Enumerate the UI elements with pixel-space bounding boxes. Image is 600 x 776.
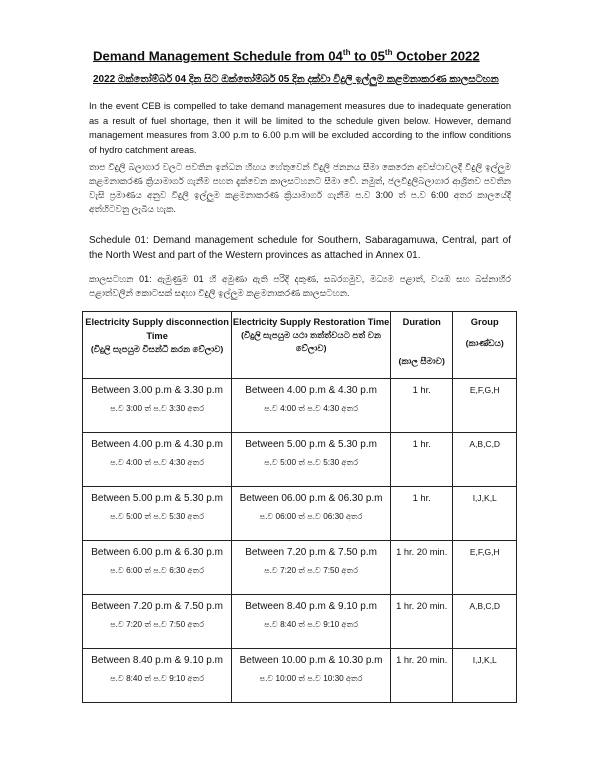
group-value: E,F,G,H <box>469 547 500 557</box>
cell-duration <box>390 487 453 541</box>
group-value: I,J,K,L <box>472 493 497 503</box>
header-restoration <box>232 312 391 379</box>
cell-duration <box>390 433 453 487</box>
disconnection-time-en: Between 5.00 p.m & 5.30 p.m <box>91 493 223 504</box>
sinhala-subtitle: 2022 ඔක්තෝම්බර් 04 දින සිට ඔක්තෝම්බර් 05 දින දක්වා විදුලි ඉල්ලුම කළමනාකරණ කාලසටහන <box>93 74 499 85</box>
table-row <box>83 433 517 487</box>
header-duration-label: Duration <box>402 317 441 327</box>
schedule-table <box>82 311 517 703</box>
cell-disconnection <box>83 595 232 649</box>
cell-disconnection <box>83 379 232 433</box>
duration-value: 1 hr. 20 min. <box>396 601 448 611</box>
group-value: A,B,C,D <box>469 601 501 611</box>
restoration-time-en: Between 06.00 p.m & 06.30 p.m <box>239 493 383 504</box>
duration-value: 1 hr. <box>412 493 431 503</box>
restoration-time-si: ප.ව 7:20 ත් ප.ව 7:50 අතර <box>264 566 359 575</box>
cell-duration <box>390 595 453 649</box>
cell-group <box>453 541 517 595</box>
cell-restoration <box>232 487 391 541</box>
disconnection-time-si: ප.ව 7:20 ත් ප.ව 7:50 අතර <box>110 620 205 629</box>
header-restoration-label-si: (විදුලි සැපයුම යථා තත්ත්වයට පත් වන වේලාව) <box>241 330 382 353</box>
cell-group <box>453 487 517 541</box>
header-disconnection-label-si: (විදුලි සැපයුම විසන්ධි කරන වේලාව) <box>90 344 224 354</box>
cell-restoration <box>232 433 391 487</box>
schedule-paragraph-en: Schedule 01: Demand management schedule for Southern, Sabaragamuwa, Central, part of the North West and part of the Western provinces as attached in Annex 01. <box>89 235 511 261</box>
cell-disconnection <box>83 541 232 595</box>
duration-value: 1 hr. <box>412 385 431 395</box>
restoration-time-si: ප.ව 06:00 ත් ප.ව 06:30 අතර <box>259 512 363 521</box>
header-group-label-si: (කාණ්ඩය) <box>465 338 504 348</box>
cell-duration <box>390 379 453 433</box>
cell-restoration <box>232 541 391 595</box>
header-duration-label-si: (කාල සීමාව) <box>398 356 445 366</box>
header-disconnection-label: Electricity Supply disconnection Time <box>85 317 229 341</box>
duration-value: 1 hr. 20 min. <box>396 655 448 665</box>
duration-value: 1 hr. <box>412 439 431 449</box>
cell-disconnection <box>83 487 232 541</box>
table-row <box>83 649 517 703</box>
disconnection-time-en: Between 3.00 p.m & 3.30 p.m <box>91 385 223 396</box>
disconnection-time-si: ප.ව 6:00 ත් ප.ව 6:30 අතර <box>110 566 205 575</box>
cell-duration <box>390 541 453 595</box>
group-value: E,F,G,H <box>469 385 500 395</box>
cell-restoration <box>232 595 391 649</box>
restoration-time-si: ප.ව 4:00 ත් ප.ව 4:30 අතර <box>264 404 359 413</box>
disconnection-time-si: ප.ව 8:40 ත් ප.ව 9:10 අතර <box>110 674 205 683</box>
restoration-time-en: Between 8.40 p.m & 9.10 p.m <box>245 601 377 612</box>
disconnection-time-en: Between 6.00 p.m & 6.30 p.m <box>91 547 223 558</box>
group-value: A,B,C,D <box>469 439 501 449</box>
cell-disconnection <box>83 433 232 487</box>
table-row <box>83 487 517 541</box>
cell-group <box>453 379 517 433</box>
header-group-label: Group <box>470 317 499 327</box>
header-restoration-label: Electricity Supply Restoration Time <box>232 317 390 327</box>
cell-disconnection <box>83 649 232 703</box>
page-title: Demand Management Schedule from 04th to 05th October 2022 <box>93 48 480 64</box>
disconnection-time-en: Between 7.20 p.m & 7.50 p.m <box>91 601 223 612</box>
header-disconnection <box>83 312 232 379</box>
cell-group <box>453 433 517 487</box>
restoration-time-en: Between 7.20 p.m & 7.50 p.m <box>245 547 377 558</box>
table-row <box>83 595 517 649</box>
restoration-time-en: Between 5.00 p.m & 5.30 p.m <box>245 439 377 450</box>
restoration-time-si: ප.ව 5:00 ත් ප.ව 5:30 අතර <box>264 458 359 467</box>
cell-group <box>453 595 517 649</box>
cell-group <box>453 649 517 703</box>
disconnection-time-en: Between 4.00 p.m & 4.30 p.m <box>91 439 223 450</box>
disconnection-time-si: ප.ව 4:00 ත් ප.ව 4:30 අතර <box>110 458 205 467</box>
restoration-time-en: Between 10.00 p.m & 10.30 p.m <box>239 655 383 666</box>
restoration-time-si: ප.ව 10:00 ත් ප.ව 10:30 අතර <box>259 674 363 683</box>
duration-value: 1 hr. 20 min. <box>396 547 448 557</box>
disconnection-time-si: ප.ව 5:00 ත් ප.ව 5:30 අතර <box>110 512 205 521</box>
group-value: I,J,K,L <box>472 655 497 665</box>
cell-restoration <box>232 649 391 703</box>
table-row <box>83 541 517 595</box>
table-header-row <box>83 312 517 379</box>
intro-paragraph-en: In the event CEB is compelled to take demand management measures due to inadequate generation as a result of fuel shortage, then it will be limited to the schedule given below. However, demand management measures from 3.00 p.m to 6.00 p.m will be excluded according to the inflow conditions of hydro catchment areas. <box>89 101 511 155</box>
cell-duration <box>390 649 453 703</box>
intro-paragraph-si: තාප විදුලි බලාගාර වලට පවතින ඉන්ධන හිඟය හේතුවෙන් විදුලි ජනනය සීමා කෙරෙන අවස්ථාවලදී විදුලි ඉල්ලුම කළමනාකරණ ක්‍රියාමාර්ග ගැනීම පහත දැක්වෙන කාලසටහනට සීමා වේ. නමුත්, ජලවිදුලිබලාගාර ආශ්‍රිතව පවතින වැසි ප්‍රමාණය අනුව විදුලි ඉල්ලුම කළමනාකරණ ක්‍රියාමාර්ග ගැනීම ප.ව 3:00 ත් ප.ව 6:00 අතර කාලයේදී අත්හිටවනු ලැබිය හැක. <box>89 162 511 214</box>
header-group <box>453 312 517 379</box>
disconnection-time-en: Between 8.40 p.m & 9.10 p.m <box>91 655 223 666</box>
header-duration <box>390 312 453 379</box>
cell-restoration <box>232 379 391 433</box>
schedule-paragraph-si: කාලසටහන 01: ඇමුණුම 01 හි අමුණා ඇති පරිදි දකුණ, සබරගමුව, මධ්‍යම පළාත්, වයඹ සහ බස්නාහිර පළාත්වලින් කොටසක් සඳහා විදුලි ඉල්ලුම කළමනාකරණ කාලසටහන. <box>89 274 511 298</box>
disconnection-time-si: ප.ව 3:00 ත් ප.ව 3:30 අතර <box>110 404 205 413</box>
restoration-time-si: ප.ව 8:40 ත් ප.ව 9:10 අතර <box>264 620 359 629</box>
table-row <box>83 379 517 433</box>
restoration-time-en: Between 4.00 p.m & 4.30 p.m <box>245 385 377 396</box>
